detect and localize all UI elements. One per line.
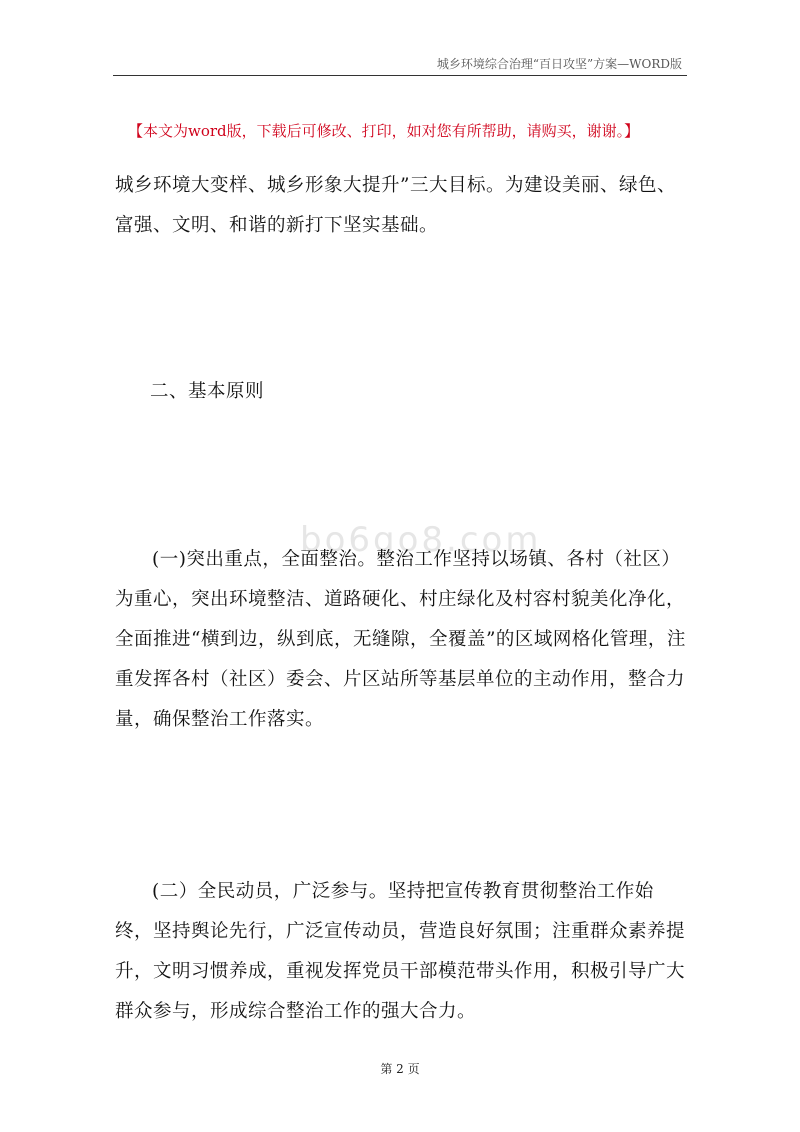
page-number: 第 2 页 <box>380 1062 420 1076</box>
watermark: bo6go8.com <box>300 520 542 560</box>
purchase-notice: 【本文为word版，下载后可修改、打印，如对您有所帮助，请购买，谢谢。】 <box>128 122 640 140</box>
body-paragraph-2: (一)突出重点，全面整治。整治工作坚持以场镇、各村（社区）为重心，突出环境整洁、道路硬化、村庄绿化及村容村貌美化净化，全面推进“横到边，纵到底，无缝隙，全覆盖”的区域网格化管理，注重发挥各村（社区）委会、片区站所等基层单位的主动作用，整合力量，确保整治工作落实。 <box>115 549 686 730</box>
page-header-title: 城乡环境综合治理“百日攻坚”方案—WORD版 <box>436 57 682 71</box>
section-heading: 二、基本原则 <box>150 381 265 402</box>
body-paragraph-3: (二）全民动员，广泛参与。坚持把宣传教育贯彻整治工作始终，坚持舆论先行，广泛宣传动员，营造良好氛围；注重群众素养提升，文明习惯养成，重视发挥党员干部模范带头作用，积极引导广大群众参与，形成综合整治工作的强大合力。 <box>115 881 686 1022</box>
header-divider <box>113 75 687 76</box>
body-paragraph-1: 城乡环境大变样、城乡形象大提升”三大目标。为建设美丽、绿色、富强、文明、和谐的新打下坚实基础。 <box>115 175 676 236</box>
